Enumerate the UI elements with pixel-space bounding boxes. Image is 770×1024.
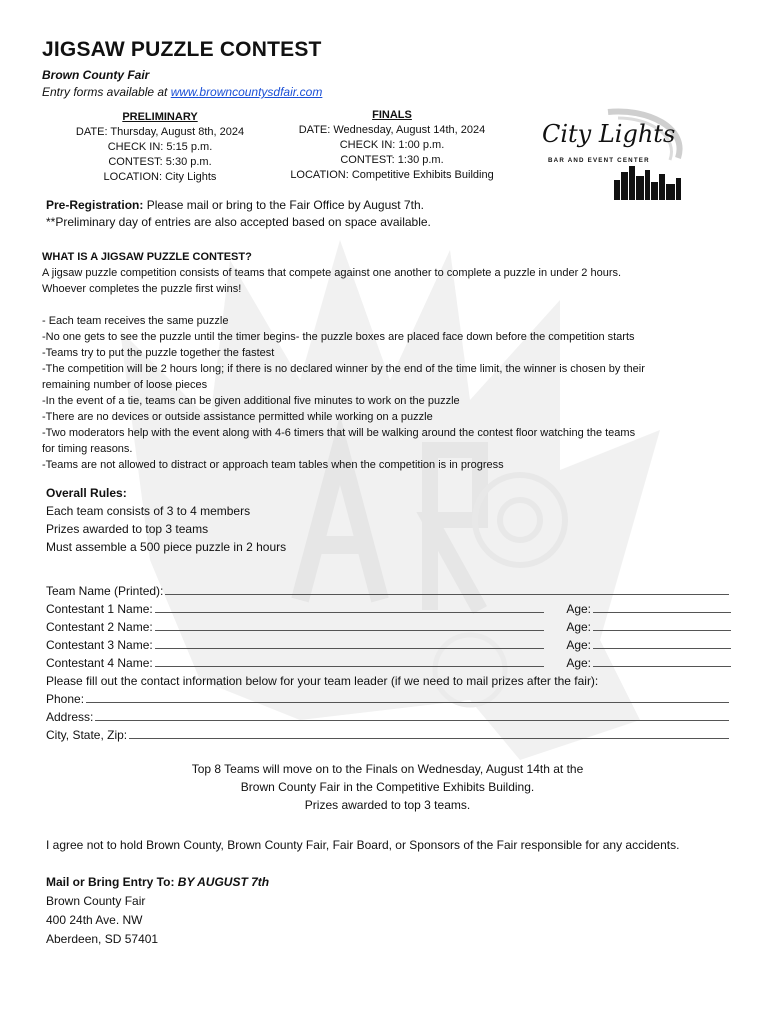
team-name-field[interactable] <box>165 594 729 595</box>
contestant-row <box>46 616 731 634</box>
contestant-row <box>46 652 731 670</box>
page-title: JIGSAW PUZZLE CONTEST <box>42 38 322 61</box>
mail-entry-heading <box>46 873 269 892</box>
finals-check-in: CHECK IN: 1:00 p.m. <box>339 139 445 151</box>
rule-bullet: -There are no devices or outside assistance permitted while working on a puzzle <box>42 411 433 423</box>
contestant-1-age-field[interactable] <box>593 612 731 613</box>
mail-address-line: 400 24th Ave. NW <box>46 913 143 927</box>
preliminary-schedule <box>60 110 260 185</box>
rule-bullet: -In the event of a tie, teams can be given additional five minutes to work on the puzzle <box>42 395 460 407</box>
what-is-intro-line: A jigsaw puzzle competition consists of teams that compete against one another to complete a puzzle in under 2 hours. <box>42 267 622 279</box>
pre-registration-text: Please mail or bring to the Fair Office by August 7th. <box>143 198 424 212</box>
phone-label: Phone: <box>46 692 85 706</box>
team-name-row <box>46 580 731 598</box>
preliminary-contest-time: CONTEST: 5:30 p.m. <box>108 156 212 168</box>
rule-bullet: -Teams are not allowed to distract or approach team tables when the competition is in progress <box>42 459 504 471</box>
pre-registration-note: **Preliminary day of entries are also accepted based on space available. <box>46 215 431 229</box>
overall-rule-item: Must assemble a 500 piece puzzle in 2 hours <box>46 540 287 554</box>
contestant-row <box>46 634 731 652</box>
phone-row <box>46 688 731 706</box>
address-field[interactable] <box>95 720 729 721</box>
city-state-zip-field[interactable] <box>129 738 729 739</box>
rule-bullet: -No one gets to see the puzzle until the timer begins- the puzzle boxes are placed face down before the competition starts <box>42 331 635 343</box>
age-label: Age: <box>566 638 591 652</box>
fair-subtitle: Brown County Fair <box>42 68 150 82</box>
contestant-row <box>46 598 731 616</box>
entry-prefix: Entry forms available at <box>42 85 171 99</box>
contestant-4-age-field[interactable] <box>593 666 731 667</box>
contestant-4-name-field[interactable] <box>155 666 545 667</box>
logo-script-text: City Lights <box>542 120 676 148</box>
what-is-intro-line: Whoever completes the puzzle first wins! <box>42 283 242 295</box>
address-row <box>46 706 731 724</box>
age-label: Age: <box>566 656 591 670</box>
finals-note <box>150 760 625 814</box>
phone-field[interactable] <box>86 702 729 703</box>
city-lights-logo <box>538 108 688 200</box>
age-label: Age: <box>566 620 591 634</box>
overall-rules-heading: Overall Rules: <box>46 486 127 500</box>
city-state-zip-label: City, State, Zip: <box>46 728 128 742</box>
what-is-section <box>42 249 732 473</box>
rule-bullet: -Teams try to put the puzzle together the fastest <box>42 347 275 359</box>
rule-bullet: - Each team receives the same puzzle <box>42 315 229 327</box>
rule-bullet: for timing reasons. <box>42 443 133 455</box>
address-label: Address: <box>46 710 94 724</box>
contestant-name-label: Contestant 3 Name: <box>46 638 153 652</box>
contestant-name-label: Contestant 4 Name: <box>46 656 153 670</box>
contestant-3-name-field[interactable] <box>155 648 545 649</box>
fair-website-link[interactable]: www.browncountysdfair.com <box>170 85 323 99</box>
overall-rule-item: Prizes awarded to top 3 teams <box>46 522 209 536</box>
preliminary-heading: PRELIMINARY <box>122 111 198 123</box>
overall-rules <box>46 484 286 556</box>
contestant-2-age-field[interactable] <box>593 630 731 631</box>
rule-bullet: -The competition will be 2 hours long; if there is no declared winner by the end of the time limit, the winner is chosen by their <box>42 363 645 375</box>
finals-location: LOCATION: Competitive Exhibits Building <box>290 169 494 181</box>
contestant-name-label: Contestant 2 Name: <box>46 620 153 634</box>
mail-entry-block <box>46 873 269 949</box>
mail-deadline: BY AUGUST 7th <box>177 875 270 889</box>
preliminary-location: LOCATION: City Lights <box>103 171 217 183</box>
age-label: Age: <box>566 602 591 616</box>
logo-tagline: BAR AND EVENT CENTER <box>548 157 650 164</box>
city-state-zip-row <box>46 724 731 742</box>
what-is-heading: WHAT IS A JIGSAW PUZZLE CONTEST? <box>42 251 252 263</box>
finals-note-line: Brown County Fair in the Competitive Exhibits Building. <box>240 780 535 794</box>
mail-address-line: Aberdeen, SD 57401 <box>46 932 159 946</box>
pre-registration-label: Pre-Registration: <box>46 198 144 212</box>
finals-contest-time: CONTEST: 1:30 p.m. <box>340 154 444 166</box>
mail-address-line: Brown County Fair <box>46 894 146 908</box>
finals-note-line: Prizes awarded to top 3 teams. <box>304 798 471 812</box>
finals-heading: FINALS <box>372 109 412 121</box>
finals-date: DATE: Wednesday, August 14th, 2024 <box>298 124 486 136</box>
entry-forms-line <box>42 85 322 99</box>
pre-registration-line <box>46 197 431 214</box>
finals-schedule <box>280 108 504 183</box>
mail-label: Mail or Bring Entry To: <box>46 875 178 889</box>
team-name-label: Team Name (Printed): <box>46 584 164 598</box>
pre-registration-block <box>46 197 431 231</box>
contestant-2-name-field[interactable] <box>155 630 545 631</box>
preliminary-check-in: CHECK IN: 5:15 p.m. <box>107 141 213 153</box>
overall-rule-item: Each team consists of 3 to 4 members <box>46 504 251 518</box>
entry-form <box>46 580 731 742</box>
liability-agreement: I agree not to hold Brown County, Brown County Fair, Fair Board, or Sponsors of the Fair responsible for any accidents. <box>46 838 680 852</box>
rule-bullet: remaining number of loose pieces <box>42 379 208 391</box>
city-skyline-icon <box>614 166 681 200</box>
rule-bullet: -Two moderators help with the event along with 4-6 timers that will be walking around the contest floor watching the teams <box>42 427 636 439</box>
contestant-3-age-field[interactable] <box>593 648 731 649</box>
contestant-1-name-field[interactable] <box>155 612 545 613</box>
contact-note: Please fill out the contact information below for your team leader (if we need to mail prizes after the fair): <box>46 674 599 688</box>
preliminary-date: DATE: Thursday, August 8th, 2024 <box>75 126 245 138</box>
finals-note-line: Top 8 Teams will move on to the Finals on Wednesday, August 14th at the <box>191 762 584 776</box>
contestant-name-label: Contestant 1 Name: <box>46 602 153 616</box>
